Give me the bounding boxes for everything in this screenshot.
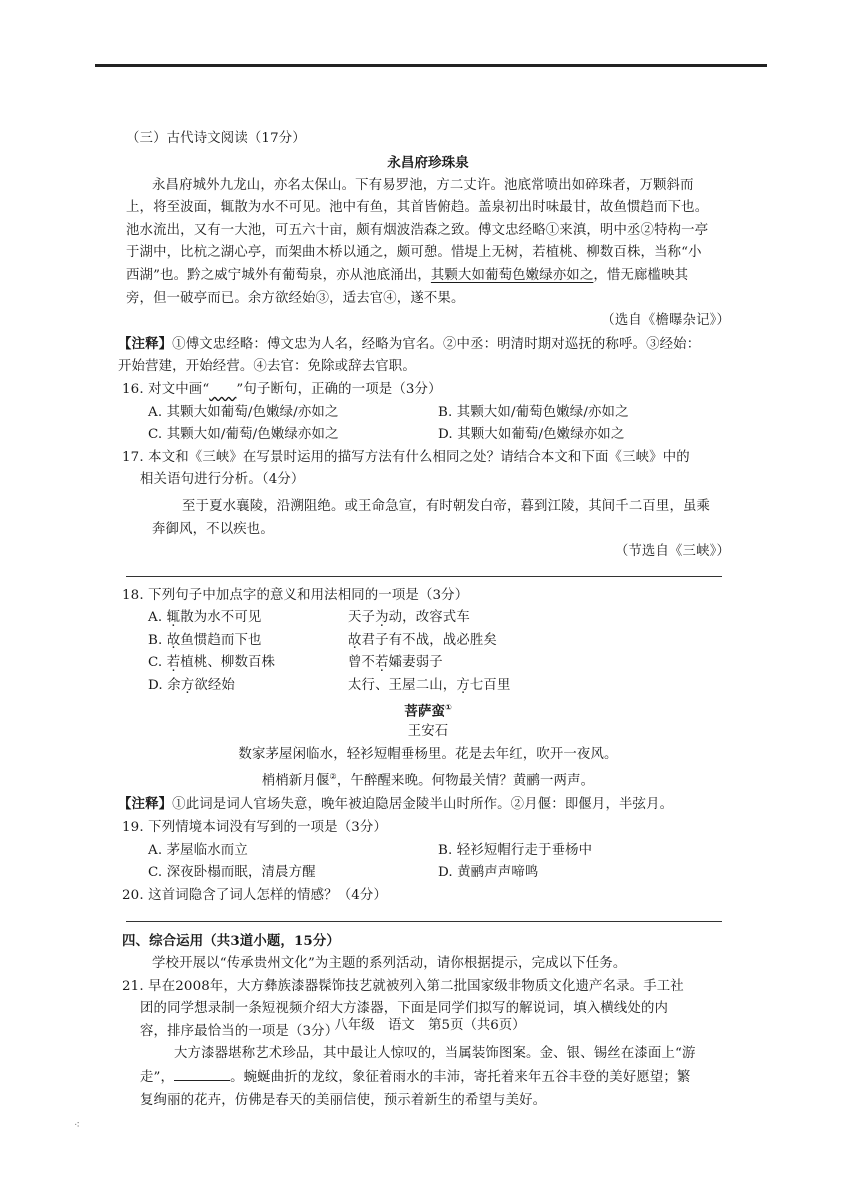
q19-option-d[interactable]: D. 黄鹂声声啼鸣 xyxy=(438,865,539,881)
q21-stem-cont: 团的同学想录制一条短视频介绍大方漆器，下面是同学们拟写的解说词，填入横线处的内 xyxy=(140,1001,669,1017)
passage-body xyxy=(118,175,730,379)
passage-line: 西湖”也。黔之威宁城外有葡萄泉，亦从池底涌出，其颗大如葡萄色嫩绿亦如之，惜无廊槛映其 xyxy=(126,267,689,283)
underlined-sentence: 其颗大如葡萄色嫩绿亦如之 xyxy=(430,267,594,283)
exam-page xyxy=(118,128,730,1112)
passage-source: （选自《檐曝杂记》） xyxy=(601,313,730,329)
dotted-char: 故 xyxy=(348,632,362,648)
q19-option-c[interactable]: C. 深夜卧榻而眠，清晨方醒 xyxy=(148,865,316,881)
section4-heading: 四、综合运用（共3道小题，15分） xyxy=(122,933,340,950)
q16-option-c[interactable]: C. 其颗大如/葡萄/色嫩绿亦如之 xyxy=(148,427,339,443)
section4-intro: 学校开展以“传承贵州文化”为主题的系列活动，请你根据提示，完成以下任务。 xyxy=(152,956,627,971)
q16-stem: 16. 对文中画“ ”句子断句，正确的一项是（3分） xyxy=(122,381,442,397)
q19-options-row xyxy=(126,862,730,885)
q19-option-b[interactable]: B. 轻衫短帽行走于垂杨中 xyxy=(438,842,593,858)
q16-options-row xyxy=(126,402,730,425)
q18-stem: 18. 下列句子中加点字的意义和用法相同的一项是（3分） xyxy=(122,587,469,603)
page-footer: 八年级 语文 第5页（共6页） xyxy=(334,1018,526,1033)
poem-title: 菩萨蛮① xyxy=(404,702,452,720)
q21-text: 大方漆器堪称艺术珍品，其中最让人惊叹的，当属装饰图案。金、银、锡丝在漆面上“游 xyxy=(174,1046,696,1062)
q17-source: （节选自《三峡》） xyxy=(614,544,730,560)
poem xyxy=(118,698,730,817)
passage-line: 旁，但一破亭而已。余方欲经始③，适去官④，遂不果。 xyxy=(126,290,465,306)
poem-author: 王安石 xyxy=(407,724,449,740)
passage-line: 池水流出，又有一大池，可五六十亩，颇有烟波浩森之致。傅文忠经略①来滇，明中丞②特构一亭 xyxy=(126,222,709,238)
dotted-char: 为 xyxy=(375,610,389,626)
scan-speck: ⁖ xyxy=(74,1120,80,1131)
dotted-char: 方 xyxy=(180,678,195,694)
q19-option-a[interactable]: A. 茅屋临水而立 xyxy=(148,842,248,858)
q18-option-row[interactable]: C. 若植桃、柳数百株 曾不若孀妻弱子 xyxy=(148,655,443,671)
poem-notes: 【注释】①此词是词人官场失意，晚年被迫隐居金陵半山时所作。②月偃：即偃月，半弦月。 xyxy=(118,796,674,813)
q20-stem: 20. 这首词隐含了词人怎样的情感？（4分） xyxy=(122,887,388,903)
fill-blank[interactable] xyxy=(174,1066,230,1081)
question-20 xyxy=(122,885,730,923)
top-rule xyxy=(95,64,767,67)
dotted-char: 方 xyxy=(456,678,470,694)
passage-notes: 【注释】①傅文忠经略：傅文忠为人名，经略为官名。②中丞：明清时期对巡抚的称呼。③经始： xyxy=(118,335,701,352)
q16-option-b[interactable]: B. 其颗大如/葡萄色嫩绿/亦如之 xyxy=(438,404,629,420)
q16-option-d[interactable]: D. 其颗大如葡萄/色嫩绿亦如之 xyxy=(438,427,625,443)
q21-text-cont: 走”， 。蜿蜒曲折的龙纹，象征着雨水的丰沛，寄托着来年五谷丰登的美好愿望；繁 xyxy=(126,1066,730,1090)
q21-stem: 21. 早在2008年，大方彝族漆器髹饰技艺就被列入第二批国家级非物质文化遗产名录。手工社 xyxy=(122,978,684,994)
answer-line[interactable] xyxy=(126,576,722,577)
passage-line: 于湖中，比杭之湖心亭，而架曲木桥以通之，颇可憩。惜堤上无树，若植桃、柳数百株，当称“小 xyxy=(126,245,702,261)
q21-stem-cont: 容，排序最恰当的一项是（3分） xyxy=(140,1023,339,1039)
passage-line: 永昌府城外九龙山，亦名太保山。下有易罗池，方二丈许。池底常喷出如碎珠者，万颗斜而 xyxy=(152,177,694,193)
dotted-char: 故 xyxy=(166,632,181,648)
question-16 xyxy=(122,379,730,447)
question-19 xyxy=(122,817,730,885)
q17-quote: 至于夏水襄陵，沿溯阻绝。或王命急宣，有时朝发白帝，暮到江陵，其间千二百里，虽乘 xyxy=(182,498,711,514)
q19-options-row xyxy=(126,840,730,863)
dotted-char: 若 xyxy=(375,655,389,671)
section-4 xyxy=(122,930,730,975)
poem-line: 梢梢新月偃②，午醉醒来晚。何物最关情？黄鹂一两声。 xyxy=(261,772,595,789)
q19-stem: 19. 下列情境本词没有写到的一项是（3分） xyxy=(122,820,388,836)
question-21 xyxy=(122,976,730,1113)
dotted-char: 辄 xyxy=(166,610,181,626)
q17-quote-cont: 奔御风，不以疾也。 xyxy=(152,521,274,537)
q21-text-cont: 复绚丽的花卉，仿佛是春天的美丽信使，预示着新生的希望与美好。 xyxy=(140,1092,547,1108)
q16-options-row xyxy=(126,424,730,447)
q17-stem-cont: 相关语句进行分析。（4分） xyxy=(140,472,305,488)
q18-option-row[interactable]: A. 辄散为水不可见 天子为动，改容式车 xyxy=(148,610,470,626)
section-heading: （三）古代诗文阅读（17分） xyxy=(126,131,306,146)
passage-title: 永昌府珍珠泉 xyxy=(387,154,469,171)
q17-stem: 17. 本文和《三峡》在写景时运用的描写方法有什么相同之处？请结合本文和下面《三峡》中的 xyxy=(122,449,690,465)
q16-option-a[interactable]: A. 其颗大如葡萄/色嫩绿/亦如之 xyxy=(148,404,339,420)
q18-option-row[interactable]: D. 余方欲经始 太行、王屋二山，方七百里 xyxy=(148,678,511,694)
passage-notes-cont: 开始营建，开始经营。④去官：免除或辞去官职。 xyxy=(118,359,416,375)
question-17 xyxy=(122,447,730,577)
dotted-char: 若 xyxy=(166,655,181,671)
answer-line[interactable] xyxy=(126,921,722,922)
question-18 xyxy=(122,585,730,698)
q18-option-row[interactable]: B. 故鱼惯趋而下也 故君子有不战，战必胜矣 xyxy=(148,632,497,648)
poem-line: 数家茅屋闲临水，轻衫短帽垂杨里。花是去年红，吹开一夜风。 xyxy=(238,746,618,762)
passage-line: 上，将至波面，辄散为水不可见。池中有鱼，其首皆俯趋。盖泉初出时味最甘，故鱼惯趋而下也。 xyxy=(126,200,709,216)
